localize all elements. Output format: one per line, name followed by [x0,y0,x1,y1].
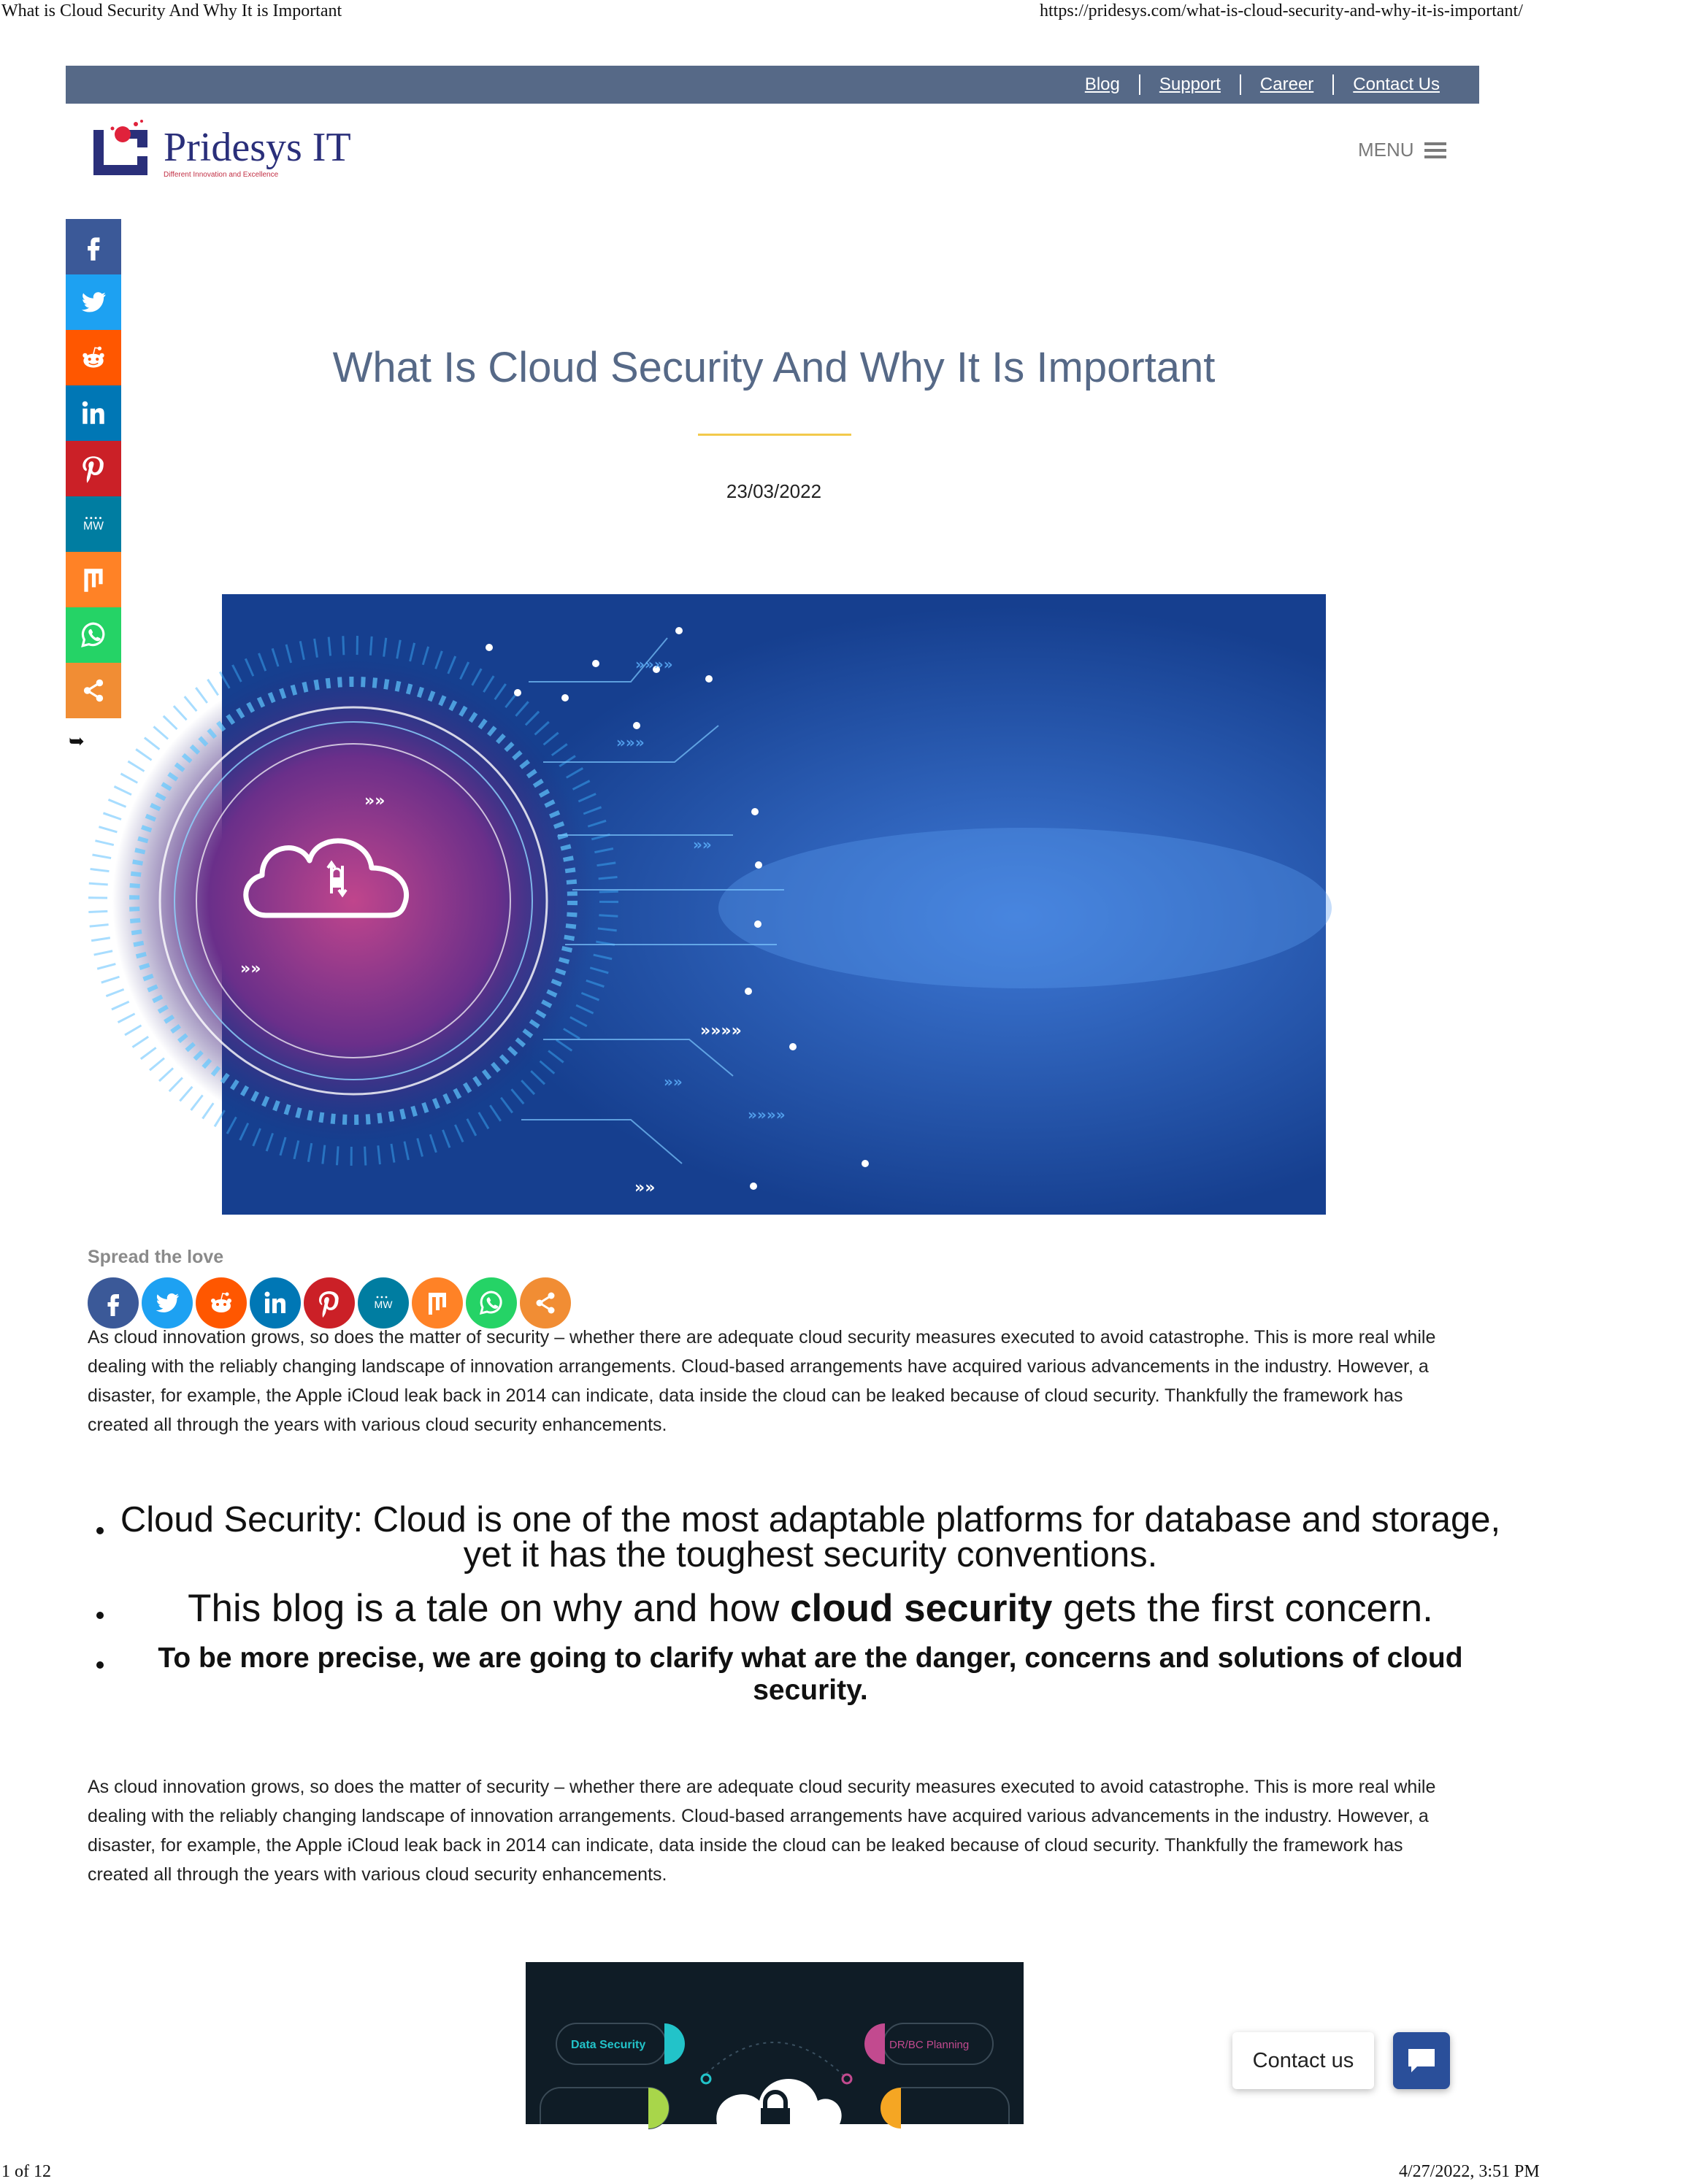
share-twitter-button[interactable] [66,274,121,330]
twitter-icon [78,287,109,318]
share-mewe-circle[interactable] [358,1277,409,1329]
share-icon-row [88,1277,571,1329]
whatsapp-icon [78,620,109,650]
print-header-title: What is Cloud Security And Why It is Important [1,1,342,20]
facebook-icon [99,1288,128,1318]
svg-text:»»: »» [364,792,385,810]
reddit-icon [207,1288,236,1318]
share-whatsapp-button[interactable] [66,607,121,663]
mix-icon [423,1288,452,1318]
whatsapp-icon [477,1288,506,1318]
menu-label: MENU [1358,139,1414,161]
share-icon [78,675,109,706]
share-linkedin-button[interactable] [66,385,121,441]
share-mix-button[interactable] [66,552,121,607]
svg-text:»»»: »»» [616,734,645,751]
topbar-link-support[interactable]: Support [1159,74,1221,94]
menu-toggle[interactable] [1358,139,1446,161]
print-footer-datetime: 4/27/2022, 3:51 PM [1399,2162,1540,2181]
logo-tagline: Different Innovation and Excellence [164,171,279,179]
pinterest-icon [78,453,109,484]
title-underline [698,434,851,436]
infographic-label-drbc: DR/BC Planning [889,2039,970,2051]
post-date: 23/03/2022 [726,480,822,502]
hide-share-bar-arrow-icon[interactable]: ➥ [69,730,85,752]
twitter-icon [153,1288,182,1318]
bullet-dot [96,1527,104,1534]
svg-text:»»: »» [634,1179,656,1197]
bullet-2-text-end: gets the first concern. [1052,1587,1433,1630]
share-pinterest-circle[interactable] [304,1277,355,1329]
svg-text:»»»»: »»»» [635,655,673,673]
share-more-circle[interactable] [520,1277,571,1329]
share-mewe-button[interactable] [66,496,121,552]
logo-mark-icon [91,117,351,182]
svg-text:»»: »» [693,836,712,853]
bullet-dot [96,1612,104,1619]
topbar-link-blog[interactable]: Blog [1084,74,1120,94]
topbar-link-career[interactable]: Career [1259,74,1314,94]
bullet-2-text-bold: cloud security [790,1587,1053,1630]
spread-label: Spread the love [88,1247,224,1267]
bullet-item-2 [117,1587,1504,1631]
body-paragraph: As cloud innovation grows, so does the matter of security – whether there are adequate cloud security measures executed to avoid catastrophe. This is more real while dealing with the reliably changing landscape of innovation arrangements. Cloud-based arrangements have acquired various advancements in the industry. However, a disaster, for example, the Apple iCloud leak back in 2014 can indicate, data inside the cloud can be leaked because of cloud security. Thankfully the framework has created all through the years with various cloud security enhancements. [88,1777,1436,1885]
bullet-item-1: Cloud Security: Cloud is one of the most adaptable platforms for database and storage, yet it has the toughest security conventions. [120,1500,1501,1574]
site-logo[interactable] [91,117,351,182]
share-facebook-button[interactable] [66,219,121,274]
floating-share-bar [66,219,121,718]
linkedin-icon [261,1288,290,1318]
cloud-security-infographic [526,1962,1024,2124]
share-icon [531,1288,560,1318]
share-whatsapp-circle[interactable] [466,1277,517,1329]
contact-us-button[interactable]: Contact us [1232,2032,1374,2089]
mix-icon [78,564,109,595]
mewe-icon [369,1288,398,1318]
linkedin-icon [78,398,109,428]
svg-text:MW: MW [374,1299,393,1310]
print-header-url: https://pridesys.com/what-is-cloud-security-and-why-it-is-important/ [1040,1,1523,20]
print-footer-page: 1 of 12 [1,2162,51,2181]
logo-text: Pridesys IT [164,125,351,170]
pinterest-icon [315,1288,344,1318]
svg-text:»»»»: »»»» [700,1022,742,1040]
share-mix-circle[interactable] [412,1277,463,1329]
intro-paragraph: As cloud innovation grows, so does the matter of security – whether there are adequate cloud security measures executed to avoid catastrophe. This is more real while dealing with the reliably changing landscape of innovation arrangements. Cloud-based arrangements have acquired various advancements in the industry. However, a disaster, for example, the Apple iCloud leak back in 2014 can indicate, data inside the cloud can be leaked because of cloud security. Thankfully the framework has created all through the years with various cloud security enhancements. [88,1327,1436,1435]
share-more-button[interactable] [66,663,121,718]
topbar-link-contact-us[interactable]: Contact Us [1353,74,1440,94]
svg-text:»»»»: »»»» [748,1106,786,1123]
bullet-2-text-start: This blog is a tale on why and how [188,1587,791,1630]
svg-text:»»: »» [240,960,261,978]
share-linkedin-circle[interactable] [250,1277,301,1329]
share-reddit-circle[interactable] [196,1277,247,1329]
mewe-icon [78,509,109,539]
bullet-item-3: To be more precise, we are going to clarify what are the danger, concerns and solutions of cloud security. [158,1642,1463,1706]
facebook-icon [78,231,109,262]
page-title: What Is Cloud Security And Why It Is Important [332,344,1216,391]
infographic-label-data-security: Data Security [571,2039,646,2051]
share-facebook-circle[interactable] [88,1277,139,1329]
bullet-dot [96,1661,104,1669]
chat-bubble-icon [1405,2046,1438,2075]
share-twitter-circle[interactable] [142,1277,193,1329]
top-bar [66,66,1479,104]
svg-text:»»: »» [664,1073,683,1091]
hamburger-icon [1424,142,1446,158]
chat-button[interactable] [1393,2032,1450,2089]
svg-text:MW: MW [83,520,104,533]
hero-image-cloud-security [222,594,1326,1215]
